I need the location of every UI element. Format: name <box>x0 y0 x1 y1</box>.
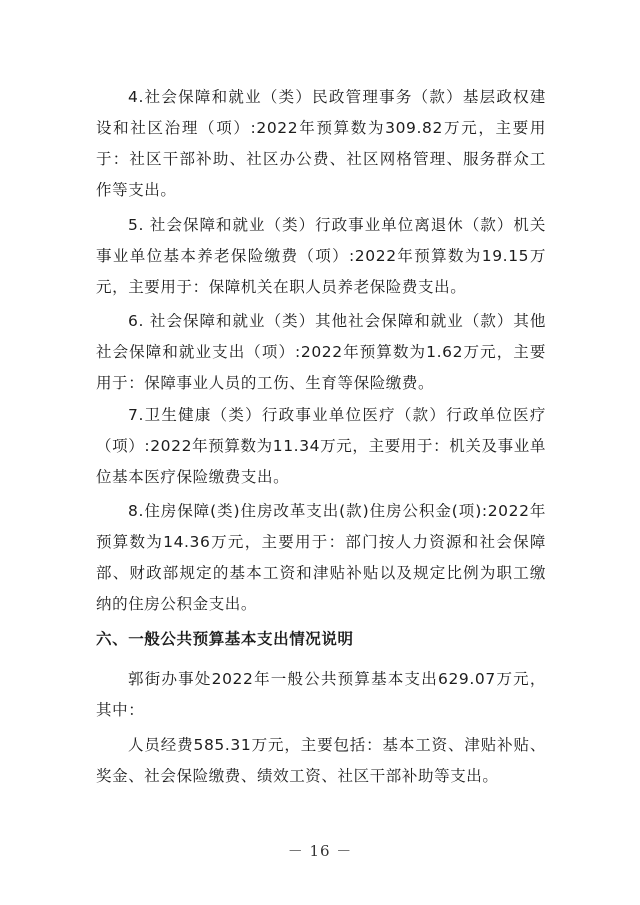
section-heading: 六、一般公共预算基本支出情况说明 <box>96 630 354 648</box>
paragraph-item-6: 6. 社会保障和就业（类）其他社会保障和就业（款）其他社会保障和就业支出（项）:2022年预算数为1.62万元，主要用于：保障事业人员的工伤、生育等保险缴费。 <box>96 312 546 392</box>
page-number: － 16 － <box>287 842 353 860</box>
paragraph-item-5: 5. 社会保障和就业（类）行政事业单位离退休（款）机关事业单位基本养老保险缴费（项）:2022年预算数为19.15万元，主要用于：保障机关在职人员养老保险费支出。 <box>96 216 546 296</box>
paragraph-item-7: 7.卫生健康（类）行政事业单位医疗（款）行政单位医疗（项）:2022年预算数为11.34万元，主要用于：机关及事业单位基本医疗保险缴费支出。 <box>96 406 546 486</box>
section-paragraph-total: 郭街办事处2022年一般公共预算基本支出629.07万元，其中： <box>96 670 546 719</box>
section-paragraph-personnel: 人员经费585.31万元，主要包括：基本工资、津贴补贴、奖金、社会保险缴费、绩效工资、社区干部补助等支出。 <box>96 736 546 785</box>
paragraph-item-4: 4.社会保障和就业（类）民政管理事务（款）基层政权建设和社区治理（项）:2022年预算数为309.82万元，主要用于：社区干部补助、社区办公费、社区网格管理、服务群众工作等支出。 <box>96 88 546 199</box>
paragraph-item-8: 8.住房保障(类)住房改革支出(款)住房公积金(项):2022年预算数为14.36万元，主要用于：部门按人力资源和社会保障部、财政部规定的基本工资和津贴补贴以及规定比例为职工缴纳的住房公积金支出。 <box>96 502 546 613</box>
